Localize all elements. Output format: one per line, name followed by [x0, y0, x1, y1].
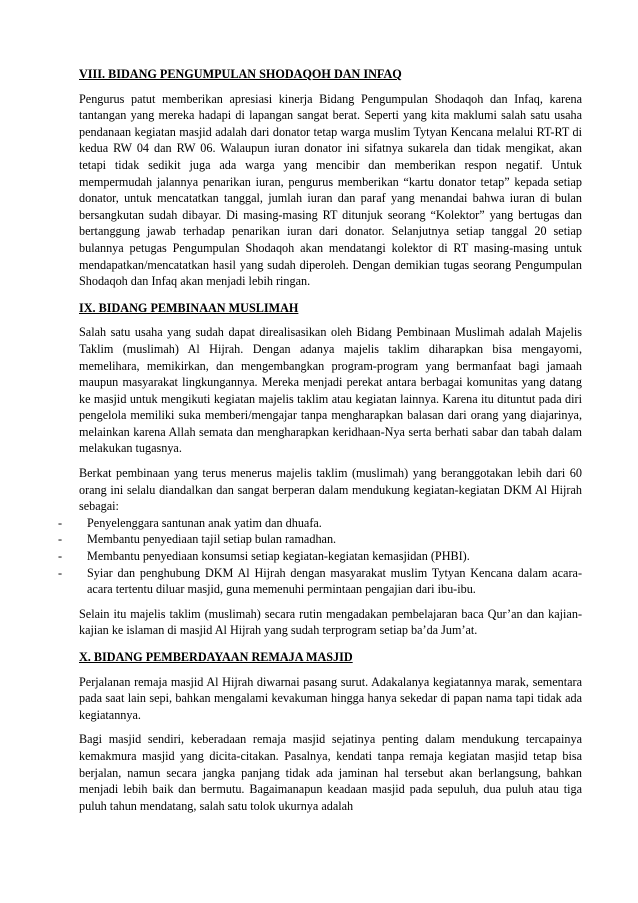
section-ix-list — [58, 515, 582, 598]
list-item — [58, 565, 582, 598]
section-viii-paragraph-1: Pengurus patut memberikan apresiasi kinerja Bidang Pengumpulan Shodaqoh dan Infaq, karena tantangan yang mereka hadapi di lapangan sangat berat. Seperti yang kita maklumi salah satu usaha pendanaan kegiatan masjid adalah dari donator tetap warga muslim Tytyan Kencana melalui RT-RT di kedua RW 04 dan RW 06. Walaupun iuran donator ini sifatnya sukarela dan tidak mengikat, akan tetapi tidak sedikit juga ada warga yang mencibir dan memberikan respon negatif. Untuk mempermudah jalannya penarikan iuran, pengurus memberikan “kartu donator tetap” kepada setiap donator, untuk mencatatkan tanggal, jumlah iuran dan paraf yang menandai bahwa iuran di bulan bersangkutan sudah dibayar. Di masing-masing RT ditunjuk seorang “Kolektor” yang bertugas dan bertanggung jawab terhadap penarikan iuran dari donator. Selanjutnya setiap tanggal 20 setiap bulannya petugas Pengumpulan Shodaqoh akan mendatangi kolektor di RT masing-masing untuk mendapatkan/mencatatkan hasil yang sudah diperoleh. Dengan demikian tugas seorang Pengumpulan Shodaqoh dan Infaq akan menjadi lebih ringan. — [79, 91, 582, 289]
list-item — [58, 548, 582, 565]
list-item-text: Penyelenggara santunan anak yatim dan dhuafa. — [87, 515, 322, 530]
section-heading-viii: VIII. BIDANG PENGUMPULAN SHODAQOH DAN INFAQ — [79, 67, 402, 81]
section-heading-x: X. BIDANG PEMBERDAYAAN REMAJA MASJID — [79, 650, 353, 664]
section-x-paragraph-2: Bagi masjid sendiri, keberadaan remaja masjid sejatinya penting dalam mendukung tercapainya kemakmura masjid yang dicita-citakan. Pasalnya, kendati tanpa remaja kegiatan masjid tetap bisa berjalan, namun secara jangka panjang tidak ada jaminan hal tersebut akan berlangsung, bahkan menjadi lebih baik dan bermutu. Bagaimanapun keadaan masjid pada sepuluh, dua puluh atau tiga puluh tahun mendatang, salah satu tolok ukurnya adalah — [79, 732, 582, 813]
section-x-paragraph-1: Perjalanan remaja masjid Al Hijrah diwarnai pasang surut. Adakalanya kegiatannya marak, sementara pada saat lain sepi, bahkan mengalami kevakuman hingga hanya sekedar di papan nama tapi tidak ada kegiatannya. — [79, 674, 582, 722]
section-ix-paragraph-1: Salah satu usaha yang sudah dapat direalisasikan oleh Bidang Pembinaan Muslimah adalah Majelis Taklim (muslimah) Al Hijrah. Dengan adanya majelis taklim diharapkan bisa mengayomi, memelihara, memikirkan, dan mengembangkan program-program yang bermanfaat bagi jamaah maupun masyarakat lingkungannya. Mereka menjadi perekat antara berbagai komunitas yang datang ke masjid untuk mengikuti kegiatan majelis taklim atau kegiatan lainnya. Karena itu dituntut pada diri pengelola memiliki suka memberi/mengajar tanpa mengharapkan balasan dari orang yang diajarinya, melainkan karena Allah semata dan mengharapkan keridhaan-Nya serta berhati sabar dan tabah dalam melakukan tugasnya. — [79, 325, 582, 456]
list-item — [58, 515, 582, 532]
section-ix-paragraph-3: Selain itu majelis taklim (muslimah) secara rutin mengadakan pembelajaran baca Qur’an dan kajian-kajian ke islaman di masjid Al Hijrah yang sudah terprogram setiap ba’da Jum’at. — [79, 606, 582, 638]
list-item-text: Membantu penyediaan tajil setiap bulan ramadhan. — [87, 532, 337, 547]
list-item-text: Syiar dan penghubung DKM Al Hijrah dengan masyarakat muslim Tytyan Kencana dalam acara-acara tertentu diluar masjid, guna memenuhi permintaan pengajian dari ibu-ibu. — [87, 565, 582, 597]
list-bullet: - — [58, 549, 63, 564]
list-bullet: - — [58, 532, 63, 547]
list-item-text: Membantu penyediaan konsumsi setiap kegiatan-kegiatan kemasjidan (PHBI). — [87, 549, 470, 564]
list-item — [58, 531, 582, 548]
list-bullet: - — [58, 565, 63, 580]
list-bullet: - — [58, 515, 63, 530]
section-heading-ix: IX. BIDANG PEMBINAAN MUSLIMAH — [79, 300, 299, 315]
section-ix-paragraph-2: Berkat pembinaan yang terus menerus majelis taklim (muslimah) yang beranggotakan lebih dari 60 orang ini selalu diandalkan dan sangat berperan dalam mendukung kegiatan-kegiatan DKM Al Hijrah sebagai: — [79, 466, 582, 514]
